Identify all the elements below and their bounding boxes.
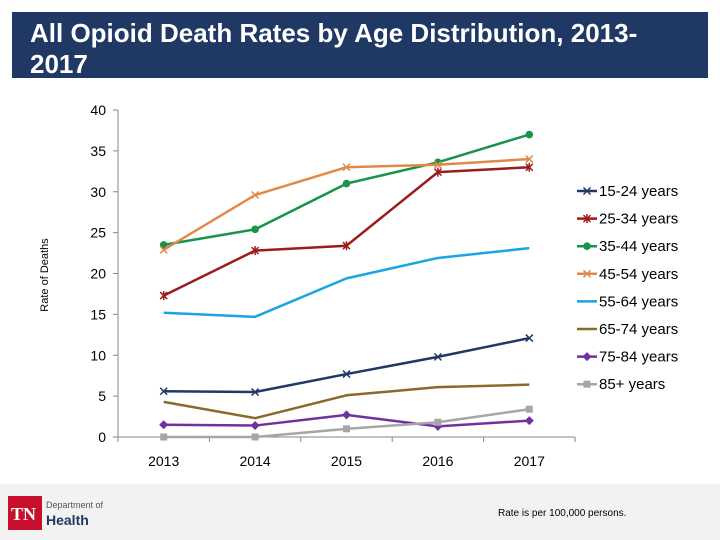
page-title: All Opioid Death Rates by Age Distribution, 2013-2017 xyxy=(30,18,638,79)
legend-label: 25-34 years xyxy=(599,210,679,228)
legend-label: 75-84 years xyxy=(599,348,679,366)
opioid-death-rate-line-chart xyxy=(0,90,720,482)
department-of-health-logo xyxy=(8,494,108,532)
data-point xyxy=(583,352,592,361)
tn-logo-box xyxy=(8,496,42,530)
data-point xyxy=(526,406,533,413)
legend-item xyxy=(577,266,678,283)
logo-health-text: Health xyxy=(46,512,89,528)
legend-item xyxy=(577,183,678,200)
x-tick-label: 2013 xyxy=(148,453,180,469)
series-55-64-years xyxy=(164,248,530,317)
legend xyxy=(577,183,678,393)
legend-item xyxy=(577,293,678,310)
logo-dept-text: Department of xyxy=(46,500,104,510)
data-point xyxy=(251,421,260,430)
legend-label: 15-24 years xyxy=(599,183,679,200)
legend-label: 35-44 years xyxy=(599,238,679,256)
legend-label: 65-74 years xyxy=(599,321,679,338)
data-point xyxy=(434,419,441,426)
y-tick-label: 40 xyxy=(90,102,106,118)
y-tick-label: 10 xyxy=(90,347,106,364)
legend-item xyxy=(577,349,678,366)
data-point xyxy=(342,410,351,419)
legend-label: 45-54 years xyxy=(599,265,679,283)
y-tick-label: 30 xyxy=(90,183,106,200)
y-tick-label: 20 xyxy=(90,265,106,282)
data-point xyxy=(343,180,351,188)
data-point xyxy=(252,434,259,441)
x-tick-label: 2017 xyxy=(513,453,545,469)
series-line xyxy=(164,248,530,317)
data-point xyxy=(583,242,591,250)
logo-abbr: TN xyxy=(11,504,37,524)
legend-label: 55-64 years xyxy=(599,293,679,311)
title-bar xyxy=(12,12,708,78)
y-tick-label: 15 xyxy=(90,306,106,323)
data-point xyxy=(525,416,534,425)
x-tick-label: 2015 xyxy=(330,453,363,469)
y-axis-label: Rate of Deaths xyxy=(39,238,51,312)
data-point xyxy=(160,434,167,441)
series-layer xyxy=(159,131,534,441)
series-35-44-years xyxy=(160,131,533,249)
legend-item xyxy=(577,238,678,255)
data-point xyxy=(343,425,350,432)
data-point xyxy=(159,420,168,429)
y-tick-label: 0 xyxy=(98,429,106,445)
footer xyxy=(0,484,720,540)
series-line xyxy=(164,338,530,392)
y-tick-label: 35 xyxy=(90,142,106,159)
rate-note: Rate is per 100,000 persons. xyxy=(498,508,627,519)
data-point xyxy=(584,381,591,388)
x-tick-label: 2016 xyxy=(422,453,454,469)
series-line xyxy=(164,135,530,245)
legend-item xyxy=(577,376,665,393)
x-tick-label: 2014 xyxy=(239,453,271,469)
y-tick-label: 5 xyxy=(98,388,106,405)
y-tick-label: 25 xyxy=(90,224,106,241)
legend-label: 85+ years xyxy=(599,376,666,394)
data-point xyxy=(526,131,534,139)
legend-item xyxy=(577,321,678,338)
data-point xyxy=(251,226,259,234)
legend-item xyxy=(577,211,678,228)
